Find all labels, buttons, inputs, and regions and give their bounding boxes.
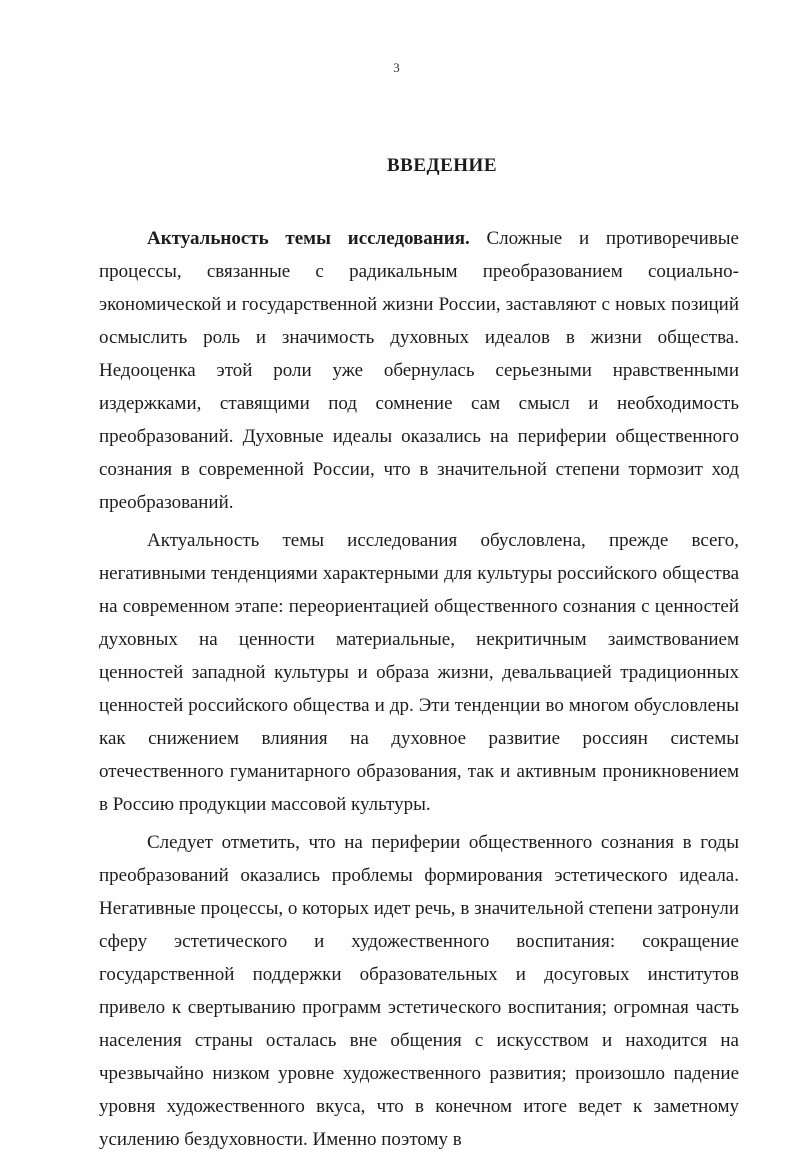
paragraph-3 xyxy=(99,826,739,1156)
paragraph-2 xyxy=(99,524,739,821)
body-text xyxy=(99,222,739,1161)
paragraph-2-text: Актуальность темы исследования обусловлена, прежде всего, негативными тенденциями характерными для культуры российского общества на современном этапе: переориентацией общественного сознания с ценностей духовных на ценности материальные, некритичным заимствованием ценностей западной культуры и образа жизни, девальвацией традиционных ценностей российского общества и др. Эти тенденции во многом обусловлены как снижением влияния на духовное развитие россиян системы отечественного гуманитарного образования, так и активным проникновением в Россию продукции массовой культуры. xyxy=(99,530,739,815)
paragraph-1-text: Сложные и противоречивые процессы, связанные с радикальным преобразованием социально-экономической и государственной жизни России, заставляют с новых позиций осмыслить роль и значимость духовных идеалов в жизни общества. Недооценка этой роли уже обернулась серьезными нравственными издержками, ставящими под сомнение сам смысл и необходимость преобразований. Духовные идеалы оказались на периферии общественного сознания в современной России, что в значительной степени тормозит ход преобразований. xyxy=(99,228,739,513)
paragraph-1-lead: Актуальность темы исследования. xyxy=(147,228,470,249)
paragraph-3-text: Следует отметить, что на периферии общественного сознания в годы преобразований оказались проблемы формирования эстетического идеала. Негативные процессы, о которых идет речь, в значительной степени затронули сферу эстетического и художественного воспитания: сокращение государственной поддержки образовательных и досуговых институтов привело к свертыванию программ эстетического воспитания; огромная часть населения страны осталась вне общения с искусством и находится на чрезвычайно низком уровне художественного развития; произошло падение уровня художественного вкуса, что в конечном итоге ведет к заметному усилению бездуховности. Именно поэтому в xyxy=(99,832,739,1150)
section-heading: ВВЕДЕНИЕ xyxy=(387,155,497,176)
page-number: 3 xyxy=(393,60,400,75)
paragraph-1 xyxy=(99,222,739,519)
